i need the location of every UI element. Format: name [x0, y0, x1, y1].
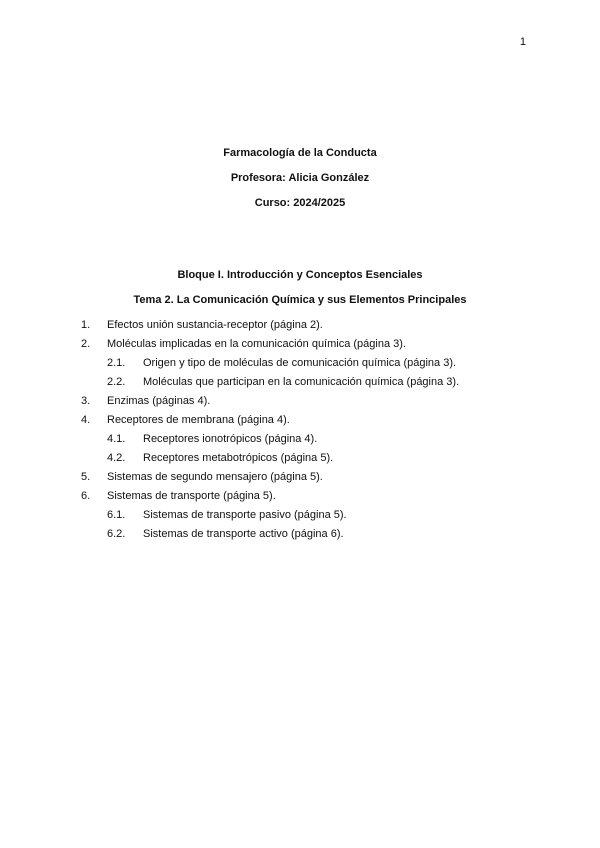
- toc-item-text: Origen y tipo de moléculas de comunicación química (página 3).: [143, 357, 457, 369]
- toc-subitem: [0, 432, 600, 451]
- toc-item-number: 2.2.: [107, 376, 126, 388]
- toc-item-number: 6.1.: [107, 509, 126, 521]
- toc-item: [0, 337, 600, 356]
- toc-item-text: Sistemas de transporte pasivo (página 5).: [143, 509, 347, 521]
- toc-subitem: [0, 508, 600, 527]
- toc-item-text: Receptores de membrana (página 4).: [107, 414, 290, 426]
- toc-item-number: 6.2.: [107, 528, 126, 540]
- toc-item-number: 2.1.: [107, 357, 126, 369]
- toc-item-number: 4.2.: [107, 452, 126, 464]
- toc-item-number: 5.: [81, 471, 91, 483]
- toc-item-text: Receptores ionotrópicos (página 4).: [143, 433, 318, 445]
- toc-item-text: Moléculas que participan en la comunicación química (página 3).: [143, 376, 460, 388]
- toc-subitem: [0, 375, 600, 394]
- toc-subitem: [0, 356, 600, 375]
- toc-item: [0, 394, 600, 413]
- topic-title: Tema 2. La Comunicación Química y sus Elementos Principales: [133, 294, 467, 306]
- toc-item-text: Sistemas de transporte activo (página 6).: [143, 528, 344, 540]
- toc-item-text: Receptores metabotrópicos (página 5).: [143, 452, 334, 464]
- block-title: Bloque I. Introducción y Conceptos Esenciales: [177, 269, 423, 281]
- toc-subitem: [0, 527, 600, 546]
- toc-item-number: 2.: [81, 338, 91, 350]
- toc-item-text: Efectos unión sustancia-receptor (página 2).: [107, 319, 323, 331]
- table-of-contents: [0, 318, 600, 546]
- toc-item-text: Sistemas de segundo mensajero (página 5).: [107, 471, 323, 483]
- toc-item-number: 1.: [81, 319, 91, 331]
- toc-item: [0, 413, 600, 432]
- toc-item-text: Enzimas (páginas 4).: [107, 395, 211, 407]
- page-number: 1: [519, 36, 526, 48]
- toc-item-number: 6.: [81, 490, 91, 502]
- course-title: Farmacología de la Conducta: [223, 147, 377, 159]
- toc-item: [0, 470, 600, 489]
- toc-item: [0, 489, 600, 508]
- toc-item-text: Moléculas implicadas en la comunicación química (página 3).: [107, 338, 406, 350]
- professor-name: Profesora: Alicia González: [230, 172, 370, 184]
- toc-item-number: 3.: [81, 395, 91, 407]
- toc-subitem: [0, 451, 600, 470]
- toc-item: [0, 318, 600, 337]
- toc-item-number: 4.1.: [107, 433, 126, 445]
- document-header: [0, 146, 600, 221]
- toc-item-number: 4.: [81, 414, 91, 426]
- course-year: Curso: 2024/2025: [254, 197, 346, 209]
- section-titles: [0, 268, 600, 318]
- toc-item-text: Sistemas de transporte (página 5).: [107, 490, 276, 502]
